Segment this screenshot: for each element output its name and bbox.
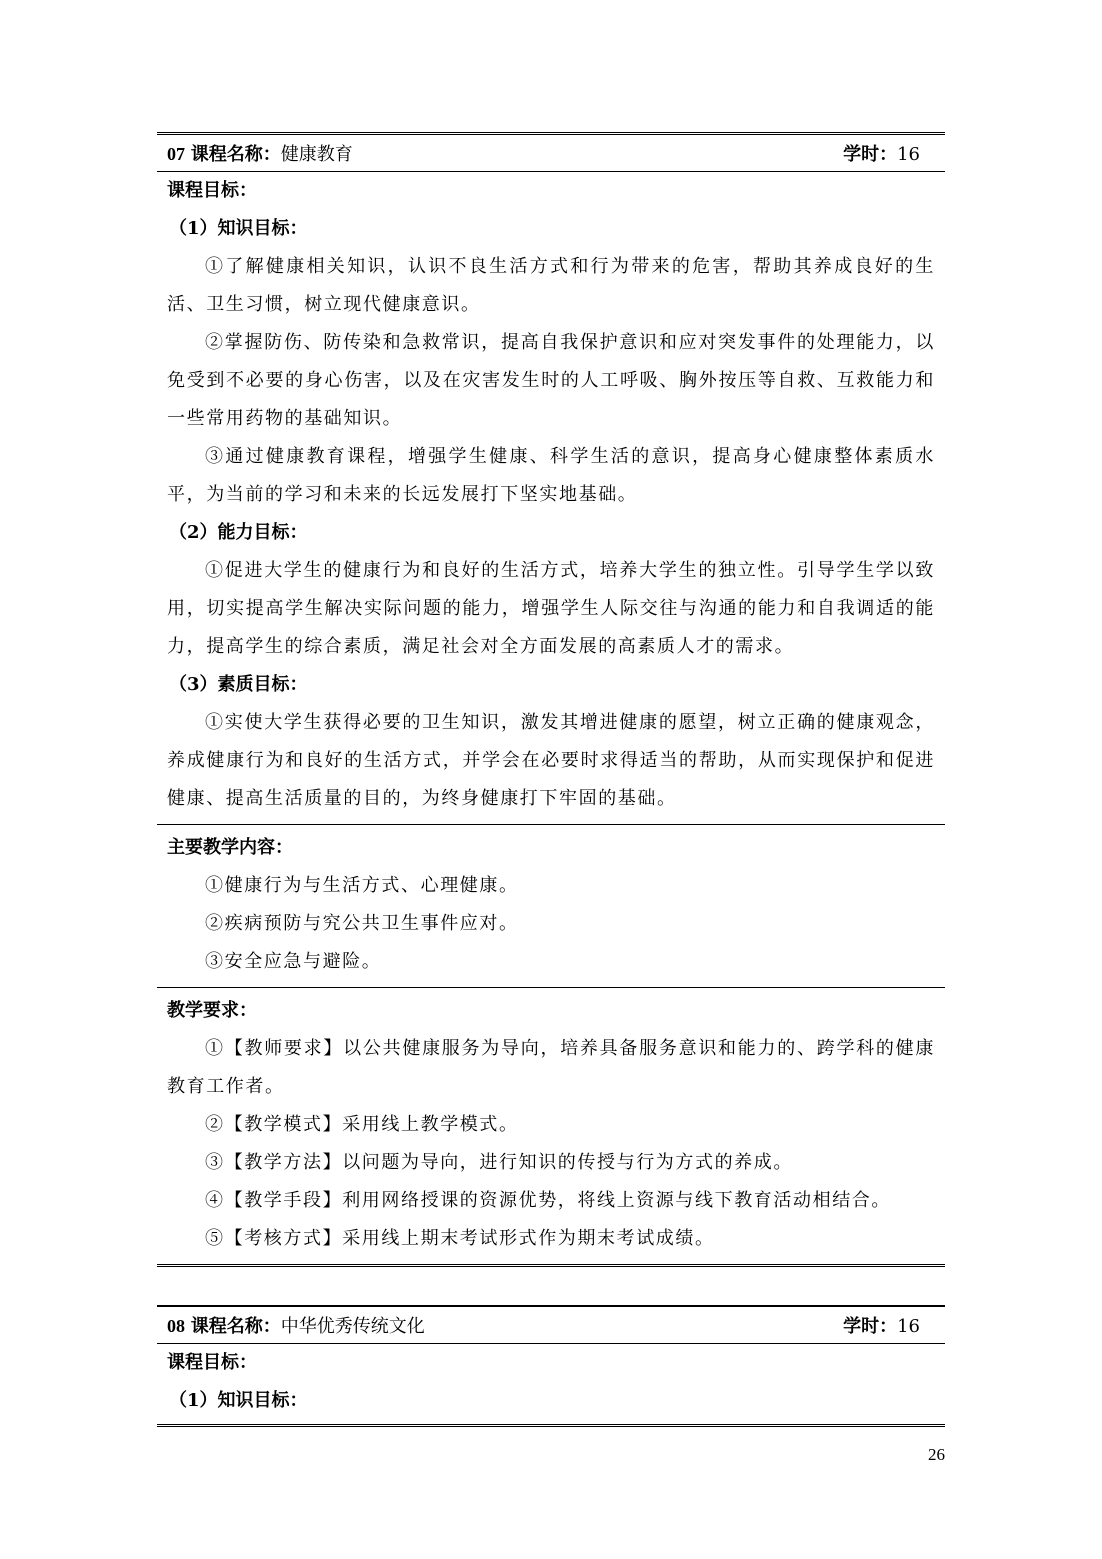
hours-label: 学时： xyxy=(843,144,898,165)
course-hours xyxy=(843,1312,920,1338)
content-section xyxy=(157,825,945,988)
requirements-title: 教学要求： xyxy=(167,1000,257,1021)
ability-title: （2）能力目标： xyxy=(169,522,308,543)
course-08 xyxy=(157,1305,945,1427)
course-name: 中华优秀传统文化 xyxy=(280,1316,425,1337)
course-number: 07 xyxy=(167,144,185,164)
ability-item: ①促进大学生的健康行为和良好的生活方式，培养大学生的独立性。引导学生学以致用，切实提高学生解决实际问题的能力，增强学生人际交往与沟通的能力和自我调适的能力，提高学生的综合素质，满足社会对全方面发展的高素质人才的需求。 xyxy=(167,560,935,657)
knowledge-item: ③通过健康教育课程，增强学生健康、科学生活的意识，提高身心健康整体素质水平，为当前的学习和未来的长远发展打下坚实地基础。 xyxy=(167,446,935,505)
requirements-section xyxy=(157,988,945,1267)
page-content xyxy=(157,132,945,1427)
hours-value: 16 xyxy=(897,144,920,165)
content-title: 主要教学内容： xyxy=(167,837,293,858)
course-name-label: 课程名称： xyxy=(190,144,281,165)
hours-label: 学时： xyxy=(843,1316,898,1337)
hours-value: 16 xyxy=(897,1316,920,1337)
objectives-section xyxy=(157,1344,945,1427)
quality-item: ①实使大学生获得必要的卫生知识，激发其增进健康的愿望，树立正确的健康观念，养成健康行为和良好的生活方式，并学会在必要时求得适当的帮助，从而实现保护和促进健康、提高生活质量的目的，为终身健康打下牢固的基础。 xyxy=(167,712,935,809)
requirement-item: ⑤【考核方式】采用线上期末考试形式作为期末考试成绩。 xyxy=(205,1228,715,1249)
knowledge-title: （1）知识目标： xyxy=(169,218,308,239)
course-number: 08 xyxy=(167,1316,185,1336)
content-item: ①健康行为与生活方式、心理健康。 xyxy=(205,875,519,896)
content-item: ③安全应急与避险。 xyxy=(205,951,382,972)
knowledge-item: ①了解健康相关知识，认识不良生活方式和行为带来的危害，帮助其养成良好的生活、卫生习惯，树立现代健康意识。 xyxy=(167,256,935,315)
objectives-section xyxy=(157,172,945,825)
requirement-item: ④【教学手段】利用网络授课的资源优势，将线上资源与线下教育活动相结合。 xyxy=(205,1190,891,1211)
requirement-item: ①【教师要求】以公共健康服务为导向，培养具备服务意识和能力的、跨学科的健康教育工作者。 xyxy=(167,1038,935,1097)
course-hours xyxy=(843,140,920,166)
requirement-item: ②【教学模式】采用线上教学模式。 xyxy=(205,1114,519,1135)
course-header xyxy=(157,1307,945,1344)
knowledge-item: ②掌握防伤、防传染和急救常识，提高自我保护意识和应对突发事件的处理能力，以免受到不必要的身心伤害，以及在灾害发生时的人工呼吸、胸外按压等自救、互救能力和一些常用药物的基础知识。 xyxy=(167,332,935,429)
course-name: 健康教育 xyxy=(280,144,353,165)
objectives-title: 课程目标： xyxy=(167,1352,257,1373)
quality-title: （3）素质目标： xyxy=(169,674,308,695)
course-title xyxy=(167,1312,425,1338)
course-name-label: 课程名称： xyxy=(190,1316,281,1337)
course-header xyxy=(157,135,945,172)
course-title xyxy=(167,140,353,166)
requirement-item: ③【教学方法】以问题为导向，进行知识的传授与行为方式的养成。 xyxy=(205,1152,793,1173)
course-07 xyxy=(157,132,945,1267)
content-item: ②疾病预防与究公共卫生事件应对。 xyxy=(205,913,519,934)
knowledge-title: （1）知识目标： xyxy=(169,1390,308,1411)
objectives-title: 课程目标： xyxy=(167,180,257,201)
page-number: 26 xyxy=(928,1445,945,1464)
